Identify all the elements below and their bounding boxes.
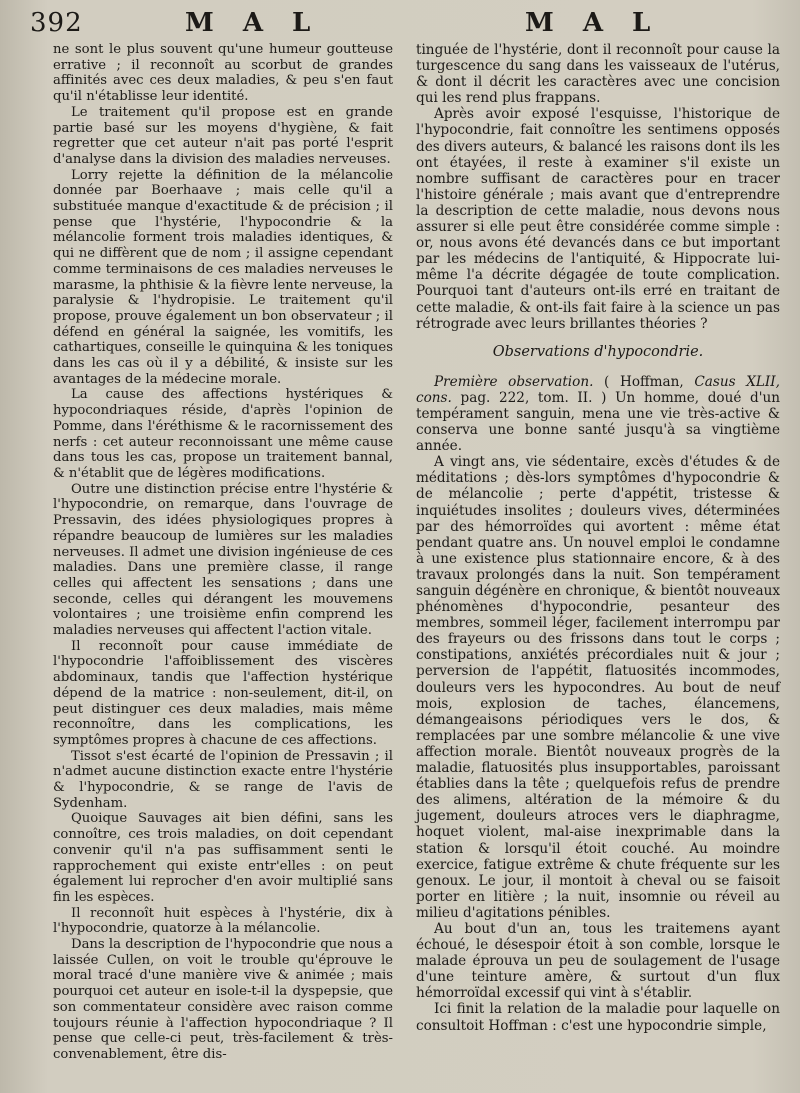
observation-text: pag. 222, tom. II. ) Un homme, doué d'un tempérament sanguin, mena une vie très-active & conserva une bonne santé jusqu'à sa vingtième année. (416, 389, 780, 455)
paragraph: ne sont le plus souvent qu'une humeur goutteuse errative ; il reconnoît au scorbut de grandes affinités avec ces deux maladies, & peu s'en faut qu'il n'établisse leur identité. (53, 42, 393, 105)
left-column (53, 42, 393, 1063)
paragraph: Lorry rejette la définition de la mélancolie donnée par Boerhaave ; mais celle qu'il a substituée manque d'exactitude & de précision ; il pense que l'hystérie, l'hypocondrie & la mélancolie forment trois maladies identiques, & qui ne diffèrent que de nom ; il assigne cependant comme terminaisons de ces maladies nerveuses le marasme, la phthisie & la fièvre lente nerveuse, la paralysie & l'hydropisie. Le traitement qu'il propose, prouve également un bon observateur ; il défend en général la saignée, les vomitifs, les cathartiques, conseille le quinquina & les toniques dans les cas où il y a débilité, & insiste sur les avantages de la médecine morale. (53, 167, 393, 387)
paragraph: Au bout d'un an, tous les traitemens ayant échoué, le désespoir étoit à son comble, lorsque le malade éprouva un peu de soulagement de l'usage d'une teinture amère, & surtout d'un flux hémorroïdal excessif qui vint à s'établir. (416, 920, 780, 1002)
right-column (416, 42, 780, 1034)
paragraph: A vingt ans, vie sédentaire, excès d'études & de méditations ; dès-lors symptômes d'hypocondrie & de mélancolie ; perte d'appétit, tristesse & inquiétudes insolites ; douleurs vives, déterminées par des hémorroïdes qui avortent : même état pendant quatre ans. Un nouvel emploi le condamne à une existence plus stationnaire encore, & à des travaux prolongés dans la nuit. Son tempérament sanguin dégénère en chronique, & bientôt nouveaux phénomènes d'hypocondrie, pesanteur des membres, sommeil léger, facilement interrompu par des frayeurs ou des frissons dans tout le corps ; constipations, anxiétés précordiales nuit & jour ; perversion de l'appétit, flatuosités incommodes, douleurs vers les hypocondres. Au bout de neuf mois, explosion de taches, élancemens, démangeaisons périodiques vers le dos, & remplacées par une sombre mélancolie & une vive affection morale. Bientôt nouveaux progrès de la maladie, flatuosités plus insupportables, paroissant établies dans la tête ; quelquefois refus de prendre des alimens, altération de la mémoire & du jugement, douleurs atroces vers le diaphragme, hoquet violent, mal-aise inexprimable dans la station & lorsqu'il étoit couché. Au moindre exercice, fatigue extrême & chute fréquente sur les genoux. Le jour, il montoit à cheval ou se faisoit porter en litière ; la nuit, insomnie ou réveil au milieu d'agitations pénibles. (416, 454, 780, 921)
paragraph: Il reconnoît huit espèces à l'hystérie, dix à l'hypocondrie, quatorze à la mélancolie. (53, 905, 393, 937)
paragraph: Il reconnoît pour cause immédiate de l'hypocondrie l'affoiblissement des viscères abdominaux, tandis que l'affection hystérique dépend de la matrice : non-seulement, dit-il, on peut distinguer ces deux maladies, mais même reconnoître, dans les complications, les symptômes propres à chacune de ces affections. (53, 638, 393, 748)
citation-work: Casus XLII, cons. (416, 373, 780, 406)
paragraph: La cause des affections hystériques & hypocondriaques réside, d'après l'opinion de Pomme, dans l'éréthisme & le racornissement des nerfs : cet auteur reconnoissant une même cause dans tous les cas, propose un traitement bannal, & n'établit que de légères modifications. (53, 387, 393, 481)
paragraph: Outre une distinction précise entre l'hystérie & l'hypocondrie, on remarque, dans l'ouvrage de Pressavin, des idées physiologiques propres à répandre beaucoup de lumières sur les maladies nerveuses. Il admet une division ingénieuse de ces maladies. Dans une première classe, il range celles qui affectent les sensations ; dans une seconde, celles qui dérangent les mouvemens volontaires ; une troisième enfin comprend les maladies nerveuses qui affectent l'action vitale. (53, 481, 393, 639)
citation-open: ( Hoffman, (593, 373, 695, 390)
paragraph: Ici finit la relation de la maladie pour laquelle on consultoit Hoffman : c'est une hypocondrie simple, (416, 1001, 780, 1034)
running-title-left: M A L (185, 8, 321, 38)
section-heading: Observations d'hypocondrie. (492, 343, 704, 360)
paragraph: Quoique Sauvages ait bien défini, sans les connoître, ces trois maladies, on doit cependant convenir qu'il n'a pas suffisamment senti le rapprochement qui existe entr'elles : on peut également lui reprocher d'en avoir multiplié sans fin les espèces. (53, 811, 393, 905)
running-title-right: M A L (525, 8, 661, 38)
observation-title: Première observation. (434, 373, 594, 390)
page-number: 392 (30, 8, 83, 38)
paragraph: Après avoir exposé l'esquisse, l'historique de l'hypocondrie, fait connoître les sentimens opposés des divers auteurs, & balancé les raisons dont ils les ont étayées, il reste à examiner s'il existe un nombre suffisant de caractères pour en tracer l'histoire générale ; mais avant que d'entreprendre la description de cette maladie, nous devons nous assurer si elle peut être considérée comme simple : or, nous avons été devancés dans ce but important par les médecins de l'antiquité, & Hippocrate lui-même l'a décrite dégagée de toute complication. Pourquoi tant d'auteurs ont-ils erré en traitant de cette maladie, & ont-ils fait faire à la science un pas rétrograde avec leurs brillantes théories ? (416, 106, 780, 332)
page-header (0, 6, 800, 40)
observation-paragraph (416, 374, 780, 454)
paragraph: tinguée de l'hystérie, dont il reconnoît pour cause la turgescence du sang dans les vaisseaux de l'utérus, & dont il décrit les caractères avec une concision qui les rend plus frappans. (416, 42, 780, 107)
paragraph: Le traitement qu'il propose est en grande partie basé sur les moyens d'hygiène, & fait regretter que cet auteur n'ait pas porté l'esprit d'analyse dans la division des maladies nerveuses. (53, 104, 393, 167)
paragraph: Tissot s'est écarté de l'opinion de Pressavin ; il n'admet aucune distinction exacte entre l'hystérie & l'hypocondrie, & se range de l'avis de Sydenham. (53, 748, 393, 811)
paragraph: Dans la description de l'hypocondrie que nous a laissée Cullen, on voit le trouble qu'éprouve le moral tracé d'une manière vive & animée ; mais pourquoi cet auteur en isole-t-il la dyspepsie, que son commentateur considère avec raison comme toujours réunie à l'affection hypocondriaque ? Il pense que celle-ci peut, très-facilement & très-convenablement, être dis- (53, 937, 393, 1062)
